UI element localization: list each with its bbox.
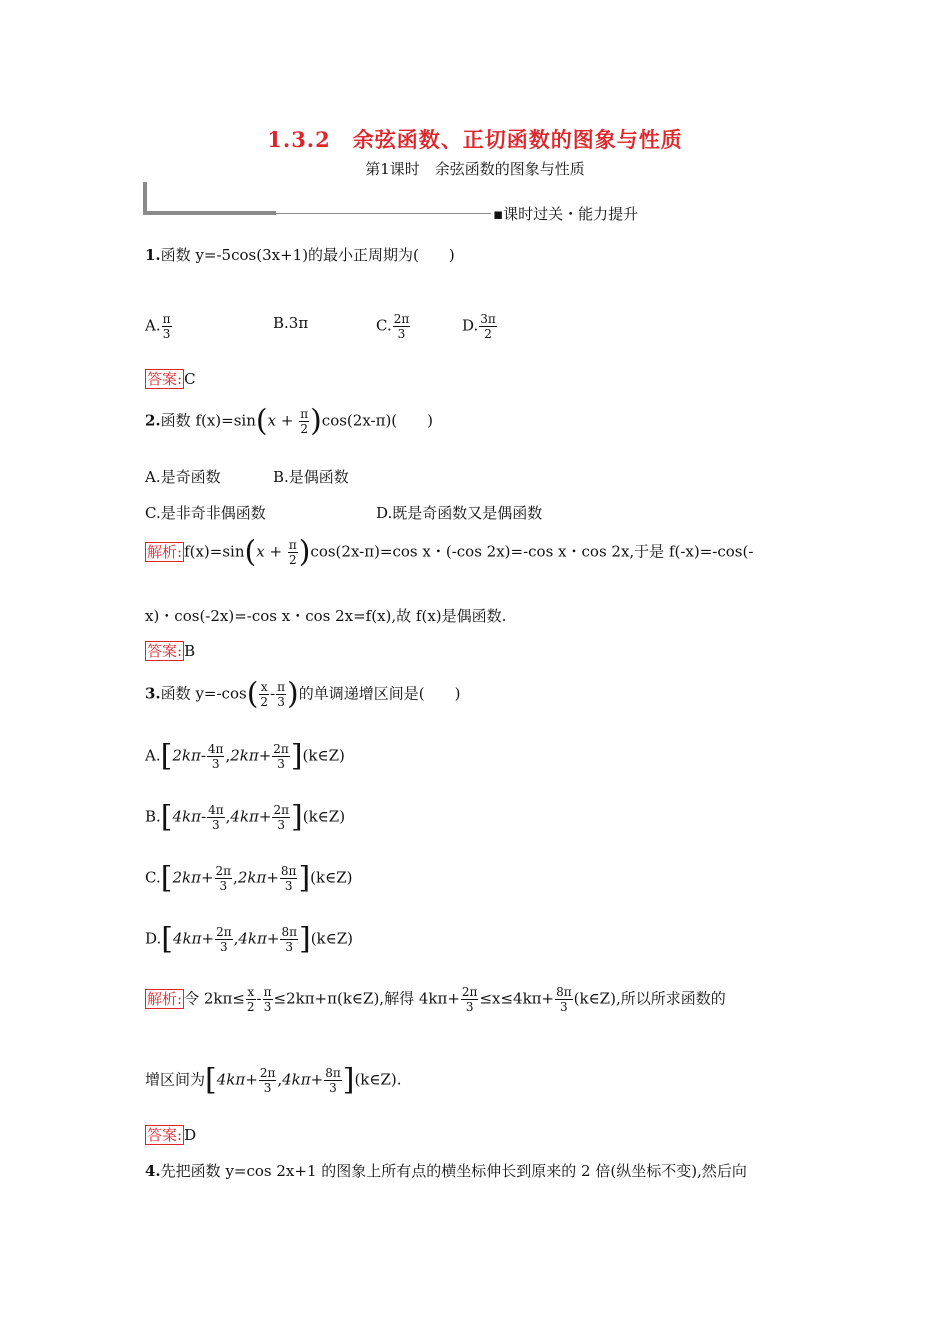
q1-option-c: C. $\frac{2\pi}{3}$ [376,312,410,341]
q2-explanation-line2: x)・cos(-2x)=-cos x・cos 2x=f(x),故 f(x)是偶函数. [145,607,507,625]
q3-option-a: A.[2kπ- $\frac{4\pi}{3}$ ,2kπ+ $\frac{2\pi}{3}$ ](k∈Z) [145,738,345,774]
q1-option-d: D. $\frac{3\pi}{2}$ [462,312,496,341]
q3-explanation: 解析: 令 2kπ≤ $\frac{x}{2}$ - $\frac{\pi}{3}$ ≤2kπ+π(k∈Z),解得 4kπ+ $\frac{2\pi}{3}$ ≤x≤4kπ+ $\frac{8\pi}{3}$ (k∈Z),所以所求函数的 [147,985,726,1014]
q1-text: 函数 y=-5cos(3x+1)的最小正周期为( ) [160,246,455,264]
q1-answer: 答案: C [147,370,196,388]
page-subtitle: 第1课时 余弦函数的图象与性质 [365,160,585,178]
q2-option-d: D.既是奇函数又是偶函数 [376,504,543,522]
q3-explanation-line2: 增区间为[4kπ+ $\frac{2\pi}{3}$ ,4kπ+ $\frac{8\pi}{3}$ ](k∈Z). [145,1062,402,1098]
q1-stem [145,244,455,265]
section-label: ▪课时过关・能力提升 [493,205,639,223]
answer-tag: 答案: [147,370,183,388]
q4-stem: 4.先把函数 y=cos 2x+1 的图象上所有点的横坐标伸长到原来的 2 倍(纵坐标不变),然后向 [145,1162,747,1180]
section-rule [276,213,491,214]
q1-option-b: B.3π [273,314,309,332]
q1-number: 1. [145,246,161,264]
q3-stem: 3.函数 y=-cos( $\frac{x}{2}$ - $\frac{\pi}{3}$ )的单调递增区间是( ) [145,676,461,712]
q2-answer: 答案: B [147,642,196,660]
q1-option-a: A. $\frac{\pi}{3}$ [145,312,171,341]
q2-explanation: 解析: f(x)=sin(x + $\frac{\pi}{2}$ )cos(2x-π)=cos x・(-cos 2x)=-cos x・cos 2x,于是 f(-x)=-cos(- [147,534,754,570]
q3-option-c: C.[2kπ+ $\frac{2\pi}{3}$ ,2kπ+ $\frac{8\pi}{3}$ ](k∈Z) [145,860,353,896]
q3-option-d: D.[4kπ+ $\frac{2\pi}{3}$ ,4kπ+ $\frac{8\pi}{3}$ ](k∈Z) [145,921,354,957]
q2-option-c: C.是非奇非偶函数 [145,504,266,522]
q2-stem: 2.函数 f(x)=sin(x + $\frac{\pi}{2}$ )cos(2x-π)( ) [145,403,434,439]
section-bar-vertical [143,182,147,214]
explain-tag: 解析: [147,542,183,561]
q2-option-b: B.是偶函数 [273,468,349,486]
q2-option-a: A.是奇函数 [145,468,221,486]
page-title: 1.3.2 余弦函数、正切函数的图象与性质 [267,127,683,152]
q3-option-b: B.[4kπ- $\frac{4\pi}{3}$ ,4kπ+ $\frac{2\pi}{3}$ ](k∈Z) [145,799,346,835]
section-bar-horizontal [143,211,276,215]
q3-answer: 答案: D [147,1126,197,1144]
